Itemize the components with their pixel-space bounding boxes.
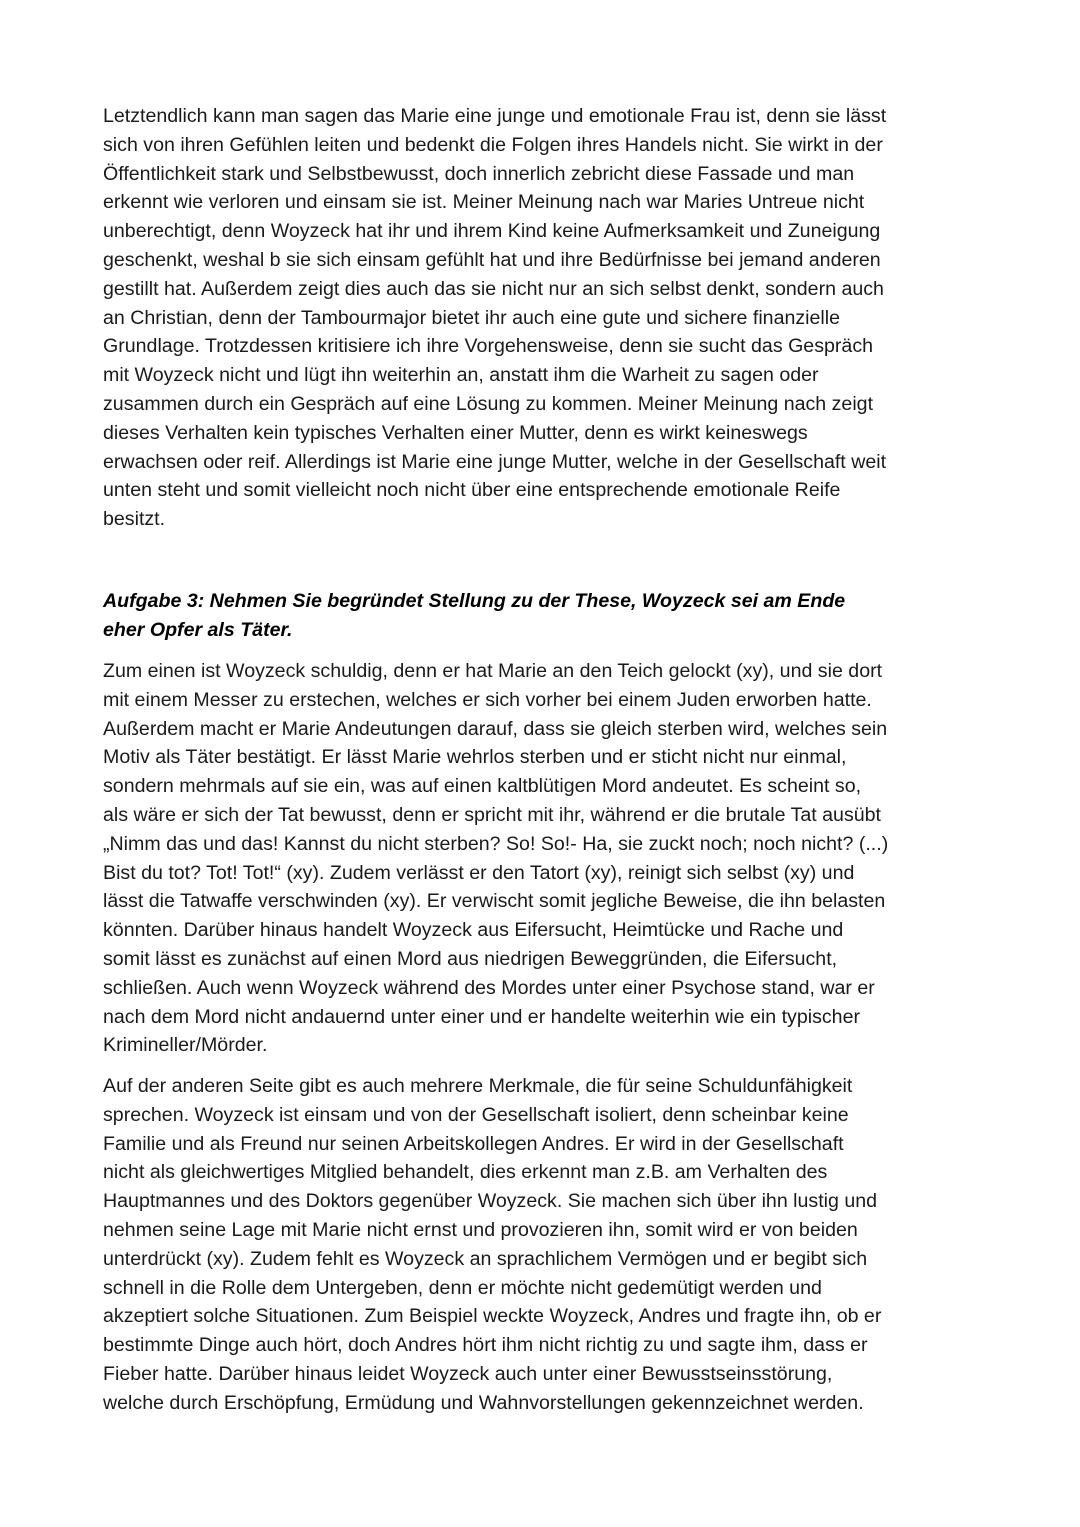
paragraph-line: Außerdem macht er Marie Andeutungen darauf, dass sie gleich sterben wird, welches sein [103,717,888,740]
paragraph-line: Motiv als Täter bestätigt. Er lässt Marie wehrlos sterben und er sticht nicht nur einmal, [103,746,847,769]
paragraph-line: erkennt wie verloren und einsam sie ist. Meiner Meinung nach war Maries Untreue nicht [103,191,865,214]
paragraph-line: geschenkt, weshal b sie sich einsam gefühlt hat und ihre Bedürfnisse bei jemand anderen [103,248,881,271]
paragraph-line: als wäre er sich der Tat bewusst, denn er spricht mit ihr, während er die brutale Tat ausübt [103,803,881,826]
paragraph-line: sprechen. Woyzeck ist einsam und von der Gesellschaft isoliert, denn scheinbar keine [103,1103,849,1126]
paragraph-line: sondern mehrmals auf sie ein, was auf einen kaltblütigen Mord andeutet. Es scheint so, [103,775,862,798]
paragraph-line: Hauptmannes und des Doktors gegenüber Woyzeck. Sie machen sich über ihn lustig und [103,1190,878,1213]
paragraph-line: besitzt. [103,508,166,531]
paragraph-line: Zum einen ist Woyzeck schuldig, denn er hat Marie an den Teich gelockt (xy), und sie dort [103,660,883,682]
paragraph-line: Bist du tot? Tot! Tot!“ (xy). Zudem verlässt er den Tatort (xy), reinigt sich selbst (xy) und [103,861,855,884]
conclusion-paragraph [103,102,983,534]
paragraph-line: dieses Verhalten kein typisches Verhalten einer Mutter, denn es wirkt keineswegs [103,421,808,444]
paragraph-line: mit einem Messer zu erstechen, welches er sich vorher bei einem Juden erworben hatte. [103,688,872,711]
paragraph-line: mit Woyzeck nicht und lügt ihn weiterhin an, anstatt ihm die Warheit zu sagen oder [103,364,819,387]
heading-line: eher Opfer als Täter. [103,618,293,641]
paragraph-line: zusammen durch ein Gespräch auf eine Lösung zu kommen. Meiner Meinung nach zeigt [103,392,874,415]
paragraph-line: Öffentlichkeit stark und Selbstbewusst, doch innerlich zebricht diese Fassade und man [103,162,855,185]
paragraph-line: Letztendlich kann man sagen das Marie eine junge und emotionale Frau ist, denn sie lässt [103,105,887,127]
paragraph-line: könnten. Darüber hinaus handelt Woyzeck aus Eifersucht, Heimtücke und Rache und [103,919,844,942]
paragraph-line: welche durch Erschöpfung, Ermüdung und Wahnvorstellungen gekennzeichnet werden. [103,1391,864,1414]
paragraph-line: akzeptiert solche Situationen. Zum Beispiel weckte Woyzeck, Andres und fragte ihn, ob er [103,1305,882,1328]
task-heading [103,587,983,645]
paragraph-line: nehmen seine Lage mit Marie nicht ernst und provozieren ihn, somit wird er von beiden [103,1218,858,1241]
paragraph-line: lässt die Tatwaffe verschwinden (xy). Er verwischt somit jegliche Beweise, die ihn belasten [103,890,886,913]
paragraph-line: bestimmte Dinge auch hört, doch Andres hört ihm nicht richtig zu und sagte ihm, dass er [103,1334,868,1357]
paragraph-line: somit lässt es zunächst auf einen Mord aus niedrigen Beweggründen, die Eifersucht, [103,947,838,970]
paragraph-line: nach dem Mord nicht andauernd unter einer und er handelte weiterhin wie ein typischer [103,1005,860,1028]
paragraph-line: unten steht und somit vielleicht noch nicht über eine entsprechende emotionale Reife [103,479,841,502]
paragraph-line: schnell in die Rolle dem Untergeben, denn er möchte nicht gedemütigt werden und [103,1276,822,1299]
paragraph-line: nicht als gleichwertiges Mitglied behandelt, dies erkennt man z.B. am Verhalten des [103,1161,828,1184]
paragraph-line: erwachsen oder reif. Allerdings ist Marie eine junge Mutter, welche in der Gesellschaft weit [103,450,887,473]
paragraph-line: Auf der anderen Seite gibt es auch mehrere Merkmale, die für seine Schuldunfähigkeit [103,1075,853,1097]
paragraph-line: gestillt hat. Außerdem zeigt dies auch das sie nicht nur an sich selbst denkt, sondern auch [103,277,884,300]
paragraph-line: schließen. Auch wenn Woyzeck während des Mordes unter einer Psychose stand, war er [103,976,875,999]
paragraph-line: sich von ihren Gefühlen leiten und bedenkt die Folgen ihres Handels nicht. Sie wirkt in der [103,133,883,156]
paragraph-line: unterdrückt (xy). Zudem fehlt es Woyzeck an sprachlichem Vermögen und er begibt sich [103,1247,868,1270]
paragraph-line: an Christian, denn der Tambourmajor bietet ihr auch eine gute und sichere finanzielle [103,306,841,329]
paragraph-line: Grundlage. Trotzdessen kritisiere ich ihre Vorgehensweise, denn sie sucht das Gespräch [103,335,874,358]
paragraph-line: Krimineller/Mörder. [103,1034,268,1057]
paragraph-line: Fieber hatte. Darüber hinaus leidet Woyzeck auch unter einer Bewusstseinsstörung, [103,1362,833,1385]
perpetrator-paragraph [103,657,983,1060]
heading-line: Aufgabe 3: Nehmen Sie begründet Stellung zu der These, Woyzeck sei am Ende [103,590,846,612]
paragraph-line: „Nimm das und das! Kannst du nicht sterben? So! So!- Ha, sie zuckt noch; noch nicht? (...) [103,832,889,855]
paragraph-line: Familie und als Freund nur seinen Arbeitskollegen Andres. Er wird in der Gesellschaft [103,1132,844,1155]
paragraph-line: unberechtigt, denn Woyzeck hat ihr und ihrem Kind keine Aufmerksamkeit und Zuneigung [103,220,881,243]
victim-paragraph [103,1072,983,1418]
